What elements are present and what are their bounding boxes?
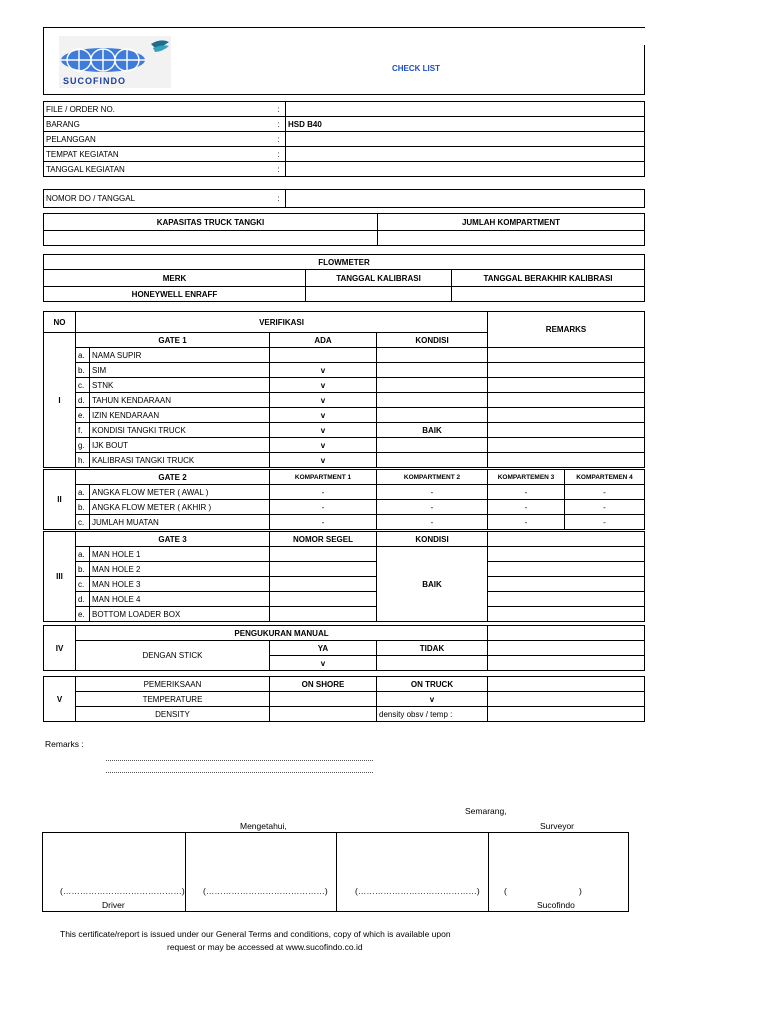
item-letter: h. [76, 453, 90, 468]
sig-dots-3: (……………………………………) [355, 886, 480, 896]
k2-cell[interactable]: - [377, 515, 488, 530]
item-letter: b. [76, 363, 90, 378]
kondisi-header: KONDISI [377, 333, 488, 348]
remarks-cell[interactable] [488, 547, 645, 562]
flowmeter-table [43, 254, 645, 302]
item-name: KONDISI TANGKI TRUCK [90, 423, 270, 438]
remarks-cell[interactable] [488, 707, 645, 722]
segel-cell[interactable] [270, 592, 377, 607]
signature-box-3[interactable] [336, 832, 489, 912]
item-name: SIM [90, 363, 270, 378]
stick-label: DENGAN STICK [76, 641, 270, 671]
flowmeter-title: FLOWMETER [44, 255, 645, 270]
sucofindo-logo [59, 36, 171, 88]
logo-text: SUCOFINDO [63, 76, 126, 86]
density-note[interactable]: density obsv / temp : [377, 707, 488, 722]
item-name: IJK BOUT [90, 438, 270, 453]
k1-cell[interactable]: - [270, 485, 377, 500]
info-value[interactable] [286, 132, 645, 147]
item-name: TAHUN KENDARAAN [90, 393, 270, 408]
k4-cell[interactable]: - [565, 515, 645, 530]
ada-header: ADA [270, 333, 377, 348]
remarks-cell[interactable] [488, 453, 645, 468]
remarks-cell[interactable] [488, 562, 645, 577]
place-label: Semarang, [465, 806, 507, 816]
remarks-header: REMARKS [488, 312, 645, 348]
k2-cell[interactable]: - [377, 500, 488, 515]
ya-cell[interactable]: v [270, 656, 377, 671]
table-row [44, 607, 645, 622]
item-letter: g. [76, 438, 90, 453]
gate2-title: GATE 2 [76, 470, 270, 485]
kondisi-cell[interactable] [377, 453, 488, 468]
verifikasi-gate1-table [43, 311, 645, 468]
temp-shore-cell[interactable] [270, 692, 377, 707]
gate4-table [43, 625, 645, 671]
kondisi-cell[interactable] [377, 393, 488, 408]
temperature-label: TEMPERATURE [76, 692, 270, 707]
info-row-file [44, 102, 645, 117]
info-row-nomor-do [44, 190, 645, 208]
item-name: MAN HOLE 3 [90, 577, 270, 592]
item-letter: b. [76, 562, 90, 577]
remarks-cell[interactable] [488, 626, 645, 641]
k2-cell[interactable]: - [377, 485, 488, 500]
item-letter: c. [76, 577, 90, 592]
tidak-header: TIDAK [377, 641, 488, 656]
item-name: MAN HOLE 1 [90, 547, 270, 562]
remarks-cell[interactable] [488, 363, 645, 378]
item-letter: f. [76, 423, 90, 438]
sig-close-paren: ) [579, 886, 582, 896]
remarks-cell[interactable] [488, 677, 645, 692]
info-label: TANGGAL KEGIATAN [44, 162, 276, 177]
on-truck-header: ON TRUCK [377, 677, 488, 692]
density-shore-cell[interactable] [270, 707, 377, 722]
segel-cell[interactable] [270, 562, 377, 577]
item-name: ANGKA FLOW METER ( AKHIR ) [90, 500, 270, 515]
item-name: MAN HOLE 4 [90, 592, 270, 607]
nomor-do-table [43, 189, 645, 208]
remarks-cell[interactable] [488, 408, 645, 423]
table-row [44, 408, 645, 423]
roman-iv: IV [44, 626, 76, 671]
table-row [44, 577, 645, 592]
info-colon: : [276, 162, 286, 177]
info-colon: : [276, 102, 286, 117]
info-label: TEMPAT KEGIATAN [44, 147, 276, 162]
k4-header: KOMPARTEMEN 4 [565, 470, 645, 485]
remarks-label: Remarks : [45, 739, 84, 749]
kondisi-cell[interactable] [377, 363, 488, 378]
item-name: MAN HOLE 2 [90, 562, 270, 577]
info-label: NOMOR DO / TANGGAL [44, 190, 276, 208]
kondisi-cell[interactable] [377, 408, 488, 423]
info-row-pelanggan [44, 132, 645, 147]
ada-cell[interactable]: v [270, 378, 377, 393]
kondisi-header: KONDISI [377, 532, 488, 547]
sig-open-paren: ( [504, 886, 507, 896]
table-row [44, 348, 645, 363]
table-row [44, 500, 645, 515]
capacity-header: KAPASITAS TRUCK TANGKI [44, 214, 378, 231]
kalibrasi-label: TANGGAL KALIBRASI [306, 270, 452, 287]
table-row [44, 453, 645, 468]
k3-cell[interactable]: - [488, 485, 565, 500]
remarks-cell[interactable] [488, 423, 645, 438]
k3-cell[interactable]: - [488, 500, 565, 515]
remarks-cell[interactable] [488, 378, 645, 393]
surveyor-label: Surveyor [540, 821, 575, 831]
k2-header: KOMPARTMENT 2 [377, 470, 488, 485]
k1-cell[interactable]: - [270, 515, 377, 530]
info-value[interactable] [286, 162, 645, 177]
no-header: NO [44, 312, 76, 333]
remarks-cell[interactable] [488, 393, 645, 408]
gate2-table [43, 469, 645, 530]
kondisi-cell[interactable] [377, 378, 488, 393]
remarks-cell[interactable] [488, 592, 645, 607]
info-value[interactable]: HSD B40 [286, 117, 645, 132]
kondisi-cell[interactable] [377, 348, 488, 363]
ada-cell[interactable]: v [270, 453, 377, 468]
remarks-cell[interactable] [488, 532, 645, 547]
item-letter: c. [76, 378, 90, 393]
ya-header: YA [270, 641, 377, 656]
item-name: KALIBRASI TANGKI TRUCK [90, 453, 270, 468]
segel-cell[interactable] [270, 607, 377, 622]
roman-i: I [44, 333, 76, 468]
item-letter: e. [76, 607, 90, 622]
roman-v: V [44, 677, 76, 722]
remarks-cell[interactable] [488, 438, 645, 453]
mengetahui-label: Mengetahui, [240, 821, 287, 831]
info-value[interactable] [286, 147, 645, 162]
item-name: JUMLAH MUATAN [90, 515, 270, 530]
info-colon: : [276, 132, 286, 147]
sig-dots-2: (……………………………………) [203, 886, 328, 896]
info-label: FILE / ORDER NO. [44, 102, 276, 117]
gate3-title: GATE 3 [76, 532, 270, 547]
item-letter: c. [76, 515, 90, 530]
item-name: BOTTOM LOADER BOX [90, 607, 270, 622]
disclaimer-line-1: This certificate/report is issued under our General Terms and conditions, copy of which is available upon [60, 929, 451, 939]
table-row [44, 592, 645, 607]
info-row-tanggal [44, 162, 645, 177]
kondisi-cell[interactable]: BAIK [377, 423, 488, 438]
merk-value[interactable]: HONEYWELL ENRAFF [44, 287, 306, 302]
item-letter: a. [76, 485, 90, 500]
k1-cell[interactable]: - [270, 500, 377, 515]
table-row [44, 378, 645, 393]
segel-cell[interactable] [270, 577, 377, 592]
ada-cell[interactable]: v [270, 438, 377, 453]
ada-cell[interactable] [270, 348, 377, 363]
remarks-cell[interactable] [488, 656, 645, 671]
k3-cell[interactable]: - [488, 515, 565, 530]
remarks-line-1[interactable] [106, 760, 373, 761]
form-header [43, 27, 645, 95]
item-name: NAMA SUPIR [90, 348, 270, 363]
item-letter: d. [76, 393, 90, 408]
driver-label: Driver [102, 900, 125, 910]
sucofindo-label: Sucofindo [537, 900, 575, 910]
info-colon: : [276, 147, 286, 162]
remarks-cell[interactable] [488, 641, 645, 656]
tidak-cell[interactable] [377, 656, 488, 671]
segel-header: NOMOR SEGEL [270, 532, 377, 547]
table-row [44, 423, 645, 438]
info-row-barang [44, 117, 645, 132]
ada-cell[interactable]: v [270, 363, 377, 378]
info-label: BARANG [44, 117, 276, 132]
signature-box-2[interactable] [185, 832, 337, 912]
item-letter: b. [76, 500, 90, 515]
ada-cell[interactable]: v [270, 423, 377, 438]
temp-truck-cell[interactable]: v [377, 692, 488, 707]
info-row-tempat [44, 147, 645, 162]
info-label: PELANGGAN [44, 132, 276, 147]
merk-label: MERK [44, 270, 306, 287]
table-row [44, 515, 645, 530]
table-row [44, 393, 645, 408]
item-name: STNK [90, 378, 270, 393]
remarks-line-2[interactable] [106, 772, 373, 773]
remarks-cell[interactable] [488, 692, 645, 707]
item-letter: d. [76, 592, 90, 607]
k4-cell[interactable]: - [565, 485, 645, 500]
berakhir-label: TANGGAL BERAKHIR KALIBRASI [452, 270, 645, 287]
capacity-table [43, 213, 645, 246]
k3-header: KOMPARTEMEN 3 [488, 470, 565, 485]
remarks-cell[interactable] [488, 348, 645, 363]
pengukuran-title: PENGUKURAN MANUAL [76, 626, 488, 641]
info-colon: : [276, 117, 286, 132]
sig-dots-1: (……………………………………) [60, 886, 185, 896]
kondisi-merged-cell[interactable]: BAIK [377, 547, 488, 622]
berakhir-value[interactable] [452, 287, 645, 302]
info-colon: : [276, 190, 286, 208]
table-row [44, 485, 645, 500]
remarks-cell[interactable] [488, 577, 645, 592]
kompartment-header: JUMLAH KOMPARTMENT [378, 214, 645, 231]
ada-cell[interactable]: v [270, 408, 377, 423]
density-label: DENSITY [76, 707, 270, 722]
item-name: IZIN KENDARAAN [90, 408, 270, 423]
pemeriksaan-label: PEMERIKSAAN [76, 677, 270, 692]
k1-header: KOMPARTMENT 1 [270, 470, 377, 485]
info-table [43, 101, 645, 177]
table-row [44, 438, 645, 453]
ada-cell[interactable]: v [270, 393, 377, 408]
k4-cell[interactable]: - [565, 500, 645, 515]
remarks-cell[interactable] [488, 607, 645, 622]
table-row [44, 562, 645, 577]
kalibrasi-value[interactable] [306, 287, 452, 302]
kondisi-cell[interactable] [377, 438, 488, 453]
capacity-field[interactable] [44, 231, 378, 246]
gate1-title: GATE 1 [76, 333, 270, 348]
info-value[interactable] [286, 102, 645, 117]
verifikasi-header: VERIFIKASI [76, 312, 488, 333]
table-row [44, 547, 645, 562]
roman-ii: II [44, 470, 76, 530]
kompartment-field[interactable] [378, 231, 645, 246]
roman-iii: III [44, 532, 76, 622]
item-letter: a. [76, 348, 90, 363]
item-name: ANGKA FLOW METER ( AWAL ) [90, 485, 270, 500]
gate5-table [43, 676, 645, 722]
table-row [44, 363, 645, 378]
item-letter: e. [76, 408, 90, 423]
gate3-table [43, 531, 645, 622]
page-title: CHECK LIST [392, 64, 440, 73]
disclaimer-line-2: request or may be accessed at www.sucofindo.co.id [167, 942, 363, 952]
on-shore-header: ON SHORE [270, 677, 377, 692]
item-letter: a. [76, 547, 90, 562]
nomor-do-field[interactable] [286, 190, 645, 208]
segel-cell[interactable] [270, 547, 377, 562]
